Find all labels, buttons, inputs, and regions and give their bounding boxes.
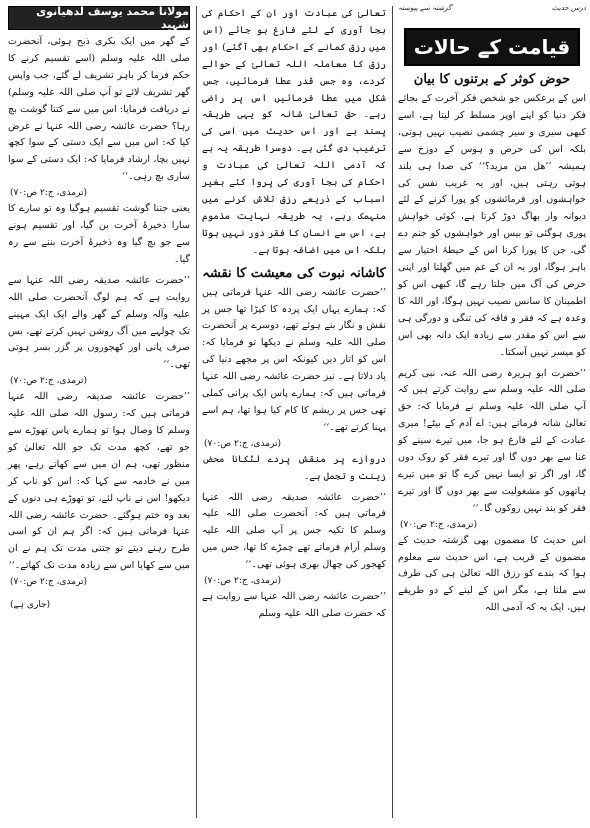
middle-column <box>198 0 390 828</box>
left-column <box>4 0 194 828</box>
citation: (ترمذی، ج:۲ ص:۷۰) <box>204 576 281 587</box>
section-banner: قیامت کے حالات <box>404 28 580 66</box>
article-paragraph: کے گھر میں ایک بکری ذبح ہوئی، آنحضرت صلی اللہ علیہ وسلم (اسے تقسیم کرنے کا حکم فرما کر باہر تشریف لے گئے، جب واپس گھر تشریف لائے تو آپ صلی اللہ علیہ وسلم) نے دریافت فرمایا: اس میں سے کتنا گوشت بچ رہا؟ حضرت عائشہ رضی اللہ عنہا نے عرض کیا کہ: اس میں سے ایک دستی کے سوا کچھ نہیں بچا، ارشاد فرمایا کہ: ایک دستی کے سوا ساری بچ رہی۔‘‘ <box>8 36 190 183</box>
section-label: درس حدیث <box>551 4 586 12</box>
continued-label: گزشتہ سے پیوستہ <box>398 4 452 12</box>
citation: (ترمذی، ج:۲ ص:۷۰) <box>204 438 281 449</box>
hadith-quote: ’’حضرت عائشہ صدیقہ رضی اللہ عنہا سے روایت ہے کہ ہم لوگ آنحضرت صلی اللہ علیہ وآلہ وسلم کے گھر والے ایک ایک مہینے تک چولہے میں آگ روشن نہیں کرتے تھے، بس صرف پانی اور کھجوروں پر گزر بسر ہوتی تھی۔‘‘ <box>8 274 190 371</box>
article-paragraph: تعالیٰ کی عبادت اور ان کے احکام کی بجا آوری کے لئے فارغ ہو جائے (اس میں رزق کمانے کے احکام بھی آگئے) اور رزق کا معاملہ اللہ تعالیٰ کے حوالے کردے، وہ جس قدر عطا فرمائیں، جس شکل میں عطا فرمائیں اس پر راضی رہے۔ حق تعالیٰ شانہ کو یہی طریقہ پسند ہے اور اس حدیث میں اسی کی ترغیب دی گئی ہے۔ دوسرا طریقہ یہ ہے کہ آدمی اللہ تعالیٰ کی عبادت و احکام کی بجا آوری کی پروا کئے بغیر اسباب کے ذریعے رزق تلاش کرنے میں منہمک رہے، یہ طریقہ نہایت مذموم ہے، اس سے انسان کا فقر دور نہیں ہوتا بلکہ اس میں اضافہ ہوتا ہے۔ <box>202 8 386 256</box>
article-note: یعنی جتنا گوشت تقسیم ہوگیا وہ تو سارے کا سارا ذخیرۂ آخرت بن گیا، اور تقسیم ہونے سے جو بچ گیا وہ ذخیرۂ آخرت بننے سے رہ گیا۔ <box>8 203 190 265</box>
hadith-quote: ’’حضرت عائشہ رضی اللہ عنہا سے روایت ہے کہ حضرت صلی اللہ علیہ وسلم <box>202 591 386 619</box>
article-paragraph: اس کے برعکس جو شخص فکر آخرت کے بجائے فکر دنیا کو اپنے اوپر مسلط کر لیتا ہے، اسے کبھی سیری و سیر چشمی نصیب نہیں ہوتی، بلکہ اس کی حرص و ہوس کے دوزخ سے ہمیشہ ’’ھل من مزید؟‘‘ کی صدا ہی بلند ہوتی رہتی ہیں، اور یہ غریب نفس کی خواہشوں اور فرمائشوں کو پورا کرنے کے لئے دیوانہ وار بھاگ دوڑ کرتا ہے، کوئی خواہش پوری ہوگئی تو بیس اور خواہشوں کو جنم دے گی، جن کا پورا کرنا اس کے حیطۂ اختیار سے باہر ہوگا، اور یہ ان کے غم میں گھلتا اور اپنی حرص کی آگ میں جلتا رہے گا، کبھی اس کو اطمینان کا سانس نصیب نہیں ہوگا، اور اللہ کا وعدہ ہے کہ فقر و فاقہ کی تنگی و دورگی ہی سے اس کو مقدر سے زیادہ ایک دانہ بھی اس کو میسر نہیں آسکتا۔ <box>398 93 586 358</box>
citation: (ترمذی، ج:۲ ص:۷۰) <box>400 519 477 530</box>
article-paragraph: اس حدیث کا مضمون بھی گزشتہ حدیث کے مضمون کے قریب ہے، اس حدیث سے معلوم ہوا کہ بندے کو رزق اللہ تعالیٰ ہی کی طرف سے ملتا ہے، مگر اس کے لینے کے دو طریقے ہیں، ایک یہ کہ آدمی اللہ <box>398 534 586 614</box>
right-column <box>394 0 590 828</box>
article-subheading: کاشانہ نبوت کی معیشت کا نقشہ <box>202 265 386 281</box>
article-note: دروازے پر منقش پردے لٹکانا محض زینت و تجمل ہے۔ <box>202 453 386 482</box>
hadith-quote: ’’حضرت عائشہ صدیقہ رضی اللہ عنہا فرماتی ہیں کہ: آنحضرت صلی اللہ علیہ وسلم کا تکیہ جس پر آپ صلی اللہ علیہ وسلم آرام فرماتے تھے چمڑے کا تھا، جس میں کھجور کی چھال بھری ہوئی تھی۔‘‘ <box>202 491 386 571</box>
article-subheading: حوض کوثر کے برتنوں کا بیان <box>413 72 571 87</box>
column-divider <box>392 6 393 818</box>
citation: (ترمذی، ج:۲ ص:۷۰) <box>10 376 87 387</box>
hadith-quote: ’’حضرت عائشہ رضی اللہ عنہا فرماتی ہیں کہ: ہمارے یہاں ایک پردہ کا کپڑا تھا جس پر نقش و نگار بنے ہوئے تھے، دوسرے پر آنحضرت صلی اللہ علیہ وسلم نے دیکھا تو فرمایا کہ: اس کو اتار دیں کیونکہ اس پر مجھے دنیا کی یاد دلاتا ہے۔ نیز حضرت عائشہ رضی اللہ عنہا فرماتی ہیں کہ: ہمارے پاس ایک پرانی کملی تھی جس پر ریشم کا کام کیا ہوا تھا، ہم اسے پہنا کرتے تھے۔‘‘ <box>202 286 386 433</box>
hadith-quote: ’’حضرت عائشہ صدیقہ رضی اللہ عنہا فرماتی ہیں کہ: رسول اللہ صلی اللہ علیہ وسلم کا وصال ہوا تو ہمارے پاس تھوڑے سے جو تھے، کچھ مدت تک جو اللہ تعالیٰ کو منظور تھی، ہم ان میں سے کھاتے رہے، پھر میں نے خادمہ سے کہا کہ: اس کو ناپ کر دیکھو! اس نے ناپ لئے، تو تھوڑے ہی دنوں کے بعد وہ ختم ہوگئے۔ حضرت عائشہ رضی اللہ عنہا فرماتی ہیں کہ: اگر ہم ان کو اسی طرح رہنے دیتے تو جتنی مدت تک ہم نے ان میں سے کھایا اس سے زیادہ مدت تک کھاتے۔‘‘ <box>8 391 190 572</box>
page-header <box>394 0 590 24</box>
author-byline: مولانا محمد یوسف لدھیانوی شہید <box>8 6 190 30</box>
continued-marker: (جاری ہے) <box>10 600 51 611</box>
column-divider <box>196 6 197 818</box>
hadith-quote: ’’حضرت ابو ہریرہ رضی اللہ عنہ، نبی کریم صلی اللہ علیہ وسلم سے روایت کرتے ہیں کہ آپ صلی اللہ علیہ وسلم نے فرمایا کہ: حق تعالیٰ شانہ فرماتے ہیں: اے آدم کے بیٹے! میری عبادت کے لئے فارغ ہو جا، میں تیرے سینے کو غنا سے بھر دوں گا اور تیرے فقر کو روک دوں گا، اور اگر تو ایسا نہیں کرے گا تو میں تیرے ہاتھوں کو مشغولیت سے بھر دوں گا اور تیرے فقر کو بند نہیں روکوں گا۔‘‘ <box>398 367 586 514</box>
citation: (ترمذی، ج:۲ ص:۷۰) <box>10 188 87 199</box>
citation: (ترمذی، ج:۲ ص:۷۰) <box>10 577 87 588</box>
